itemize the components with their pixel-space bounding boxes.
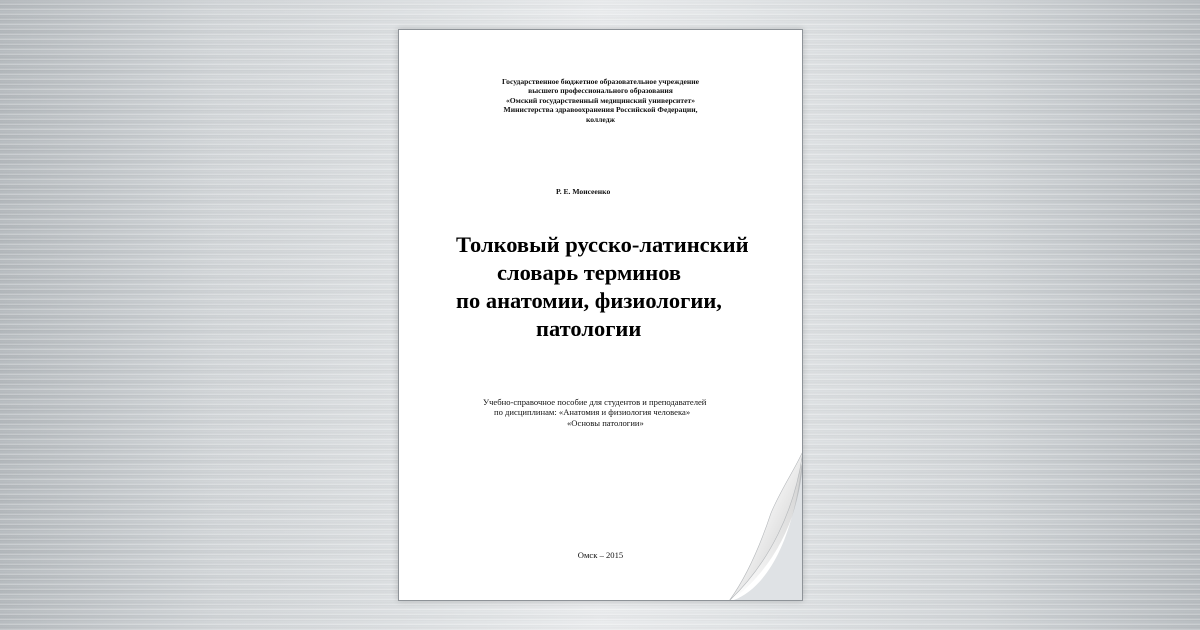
subtitle-line: Учебно-справочное пособие для студентов и преподавателей bbox=[483, 397, 707, 407]
page-curl-icon bbox=[703, 451, 803, 601]
institution-line: Государственное бюджетное образовательное учреждение bbox=[501, 77, 699, 86]
title-line: словарь терминов bbox=[497, 260, 682, 285]
book-subtitle bbox=[399, 397, 803, 428]
title-line: по анатомии, физиологии, bbox=[456, 288, 722, 313]
title-line: Толковый русско-латинский bbox=[456, 232, 749, 257]
title-line: патологии bbox=[536, 316, 642, 341]
institution-line: «Омский государственный медицинский университет» bbox=[505, 95, 696, 105]
subtitle-line: «Основы патологии» bbox=[567, 417, 644, 428]
institution-line: высшего профессионального образования bbox=[528, 86, 673, 96]
book-title bbox=[439, 231, 799, 343]
city-year: Омск – 2015 bbox=[577, 550, 624, 560]
institution-line: Министерства здравоохранения Российской Федерации, bbox=[503, 105, 698, 115]
book-cover-page bbox=[398, 29, 803, 601]
institution-block bbox=[399, 77, 802, 124]
institution-line: колледж bbox=[585, 114, 616, 124]
subtitle-line: по дисциплинам: «Анатомия и физиология человека» bbox=[494, 407, 691, 418]
author-name: Р. Е. Моисеенко bbox=[556, 187, 611, 196]
